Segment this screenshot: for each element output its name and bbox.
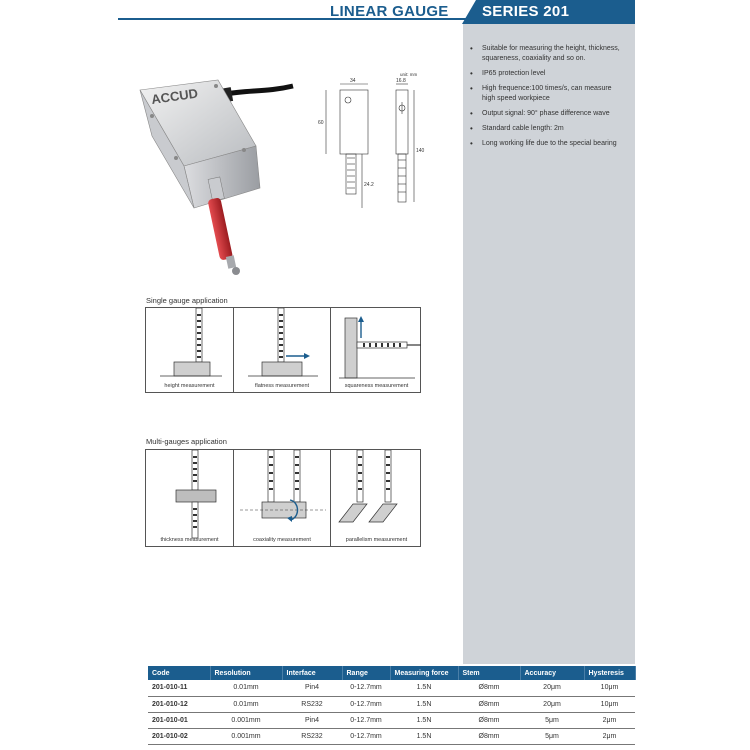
cell-stem: Ø8mm xyxy=(458,728,520,744)
col-header-hysteresis: Hysteresis xyxy=(584,666,635,680)
cell-range: 0-12.7mm xyxy=(342,728,390,744)
feature-item: • Suitable for measuring the height, thickness, xyxy=(470,44,635,54)
table-header-row xyxy=(148,666,635,680)
feature-item: • Output signal: 90° phase difference wave xyxy=(470,109,635,119)
cell-resolution: 0.001mm xyxy=(210,712,282,728)
feature-item: • IP65 protection level xyxy=(470,69,635,79)
cell-interface: Pin4 xyxy=(282,712,342,728)
col-header-measuring-force: Measuring force xyxy=(390,666,458,680)
cell-hysteresis: 2μm xyxy=(584,728,635,744)
feature-item: • Long working life due to the special bearing xyxy=(470,139,635,149)
caption-parallelism: parallelism measurement xyxy=(345,537,408,543)
table-row xyxy=(148,696,635,712)
cell-resolution: 0.01mm xyxy=(210,696,282,712)
cell-accuracy: 5μm xyxy=(520,712,584,728)
table-row xyxy=(148,680,635,696)
cell-accuracy: 20μm xyxy=(520,680,584,696)
cell-code: 201-010-11 xyxy=(148,680,210,696)
feature-item: squareness, coaxiality and so on. xyxy=(482,55,586,62)
dim-height: 60 xyxy=(318,120,324,126)
table-row xyxy=(148,712,635,728)
cell-resolution: 0.001mm xyxy=(210,728,282,744)
unit-label: unit: mm xyxy=(400,72,418,77)
col-header-accuracy: Accuracy xyxy=(520,666,584,680)
series-title: SERIES 201 xyxy=(482,3,570,20)
col-header-stem: Stem xyxy=(458,666,520,680)
caption-thickness: thickness measurement xyxy=(160,537,219,543)
cell-interface: RS232 xyxy=(282,696,342,712)
cell-resolution: 0.01mm xyxy=(210,680,282,696)
cell-hysteresis: 10μm xyxy=(584,680,635,696)
cell-hysteresis: 10μm xyxy=(584,696,635,712)
caption-flatness: flatness measurement xyxy=(254,383,310,389)
cell-force: 1.5N xyxy=(390,728,458,744)
single-app-panel xyxy=(145,307,421,393)
col-header-interface: Interface xyxy=(282,666,342,680)
cell-range: 0-12.7mm xyxy=(342,712,390,728)
caption-squareness: squareness measurement xyxy=(344,383,409,389)
col-header-range: Range xyxy=(342,666,390,680)
cell-code: 201-010-02 xyxy=(148,728,210,744)
cell-accuracy: 5μm xyxy=(520,728,584,744)
feature-item: • High frequence:100 times/s, can measure xyxy=(470,84,635,94)
spec-table xyxy=(148,666,636,745)
col-header-resolution: Resolution xyxy=(210,666,282,680)
cell-stem: Ø8mm xyxy=(458,712,520,728)
dim-width: 34 xyxy=(350,78,356,84)
caption-coaxiality: coaxiality measurement xyxy=(253,537,311,543)
cell-interface: RS232 xyxy=(282,728,342,744)
linear-gauge-product-image xyxy=(138,70,298,280)
dim-stroke: 24.2 xyxy=(364,182,374,188)
multi-app-title: Multi-gauges application xyxy=(146,437,227,446)
col-header-code: Code xyxy=(148,666,210,680)
cell-accuracy: 20μm xyxy=(520,696,584,712)
cell-code: 201-010-12 xyxy=(148,696,210,712)
flatness-measurement-cell xyxy=(234,308,331,392)
multi-app-panel xyxy=(145,449,421,547)
cell-range: 0-12.7mm xyxy=(342,680,390,696)
page-title: LINEAR GAUGE xyxy=(330,3,449,20)
thickness-measurement-cell xyxy=(146,450,234,546)
cell-stem: Ø8mm xyxy=(458,680,520,696)
feature-list xyxy=(470,44,635,154)
dim-side: 16.8 xyxy=(396,78,406,84)
cell-force: 1.5N xyxy=(390,712,458,728)
dimension-drawing xyxy=(318,72,436,212)
table-row xyxy=(148,728,635,744)
cell-interface: Pin4 xyxy=(282,680,342,696)
feature-item: high speed workpiece xyxy=(482,95,550,102)
caption-height: height measurement xyxy=(164,383,215,389)
cell-hysteresis: 2μm xyxy=(584,712,635,728)
coaxiality-measurement-cell xyxy=(234,450,331,546)
height-measurement-cell xyxy=(146,308,234,392)
cell-stem: Ø8mm xyxy=(458,696,520,712)
cell-range: 0-12.7mm xyxy=(342,696,390,712)
dim-length: 140 xyxy=(416,148,425,154)
cell-force: 1.5N xyxy=(390,696,458,712)
parallelism-measurement-cell xyxy=(331,450,422,546)
cell-force: 1.5N xyxy=(390,680,458,696)
brand-logo: ACCUD xyxy=(150,85,199,107)
squareness-measurement-cell xyxy=(331,308,422,392)
cell-code: 201-010-01 xyxy=(148,712,210,728)
single-app-title: Single gauge application xyxy=(146,296,228,305)
feature-item: • Standard cable length: 2m xyxy=(470,124,635,134)
